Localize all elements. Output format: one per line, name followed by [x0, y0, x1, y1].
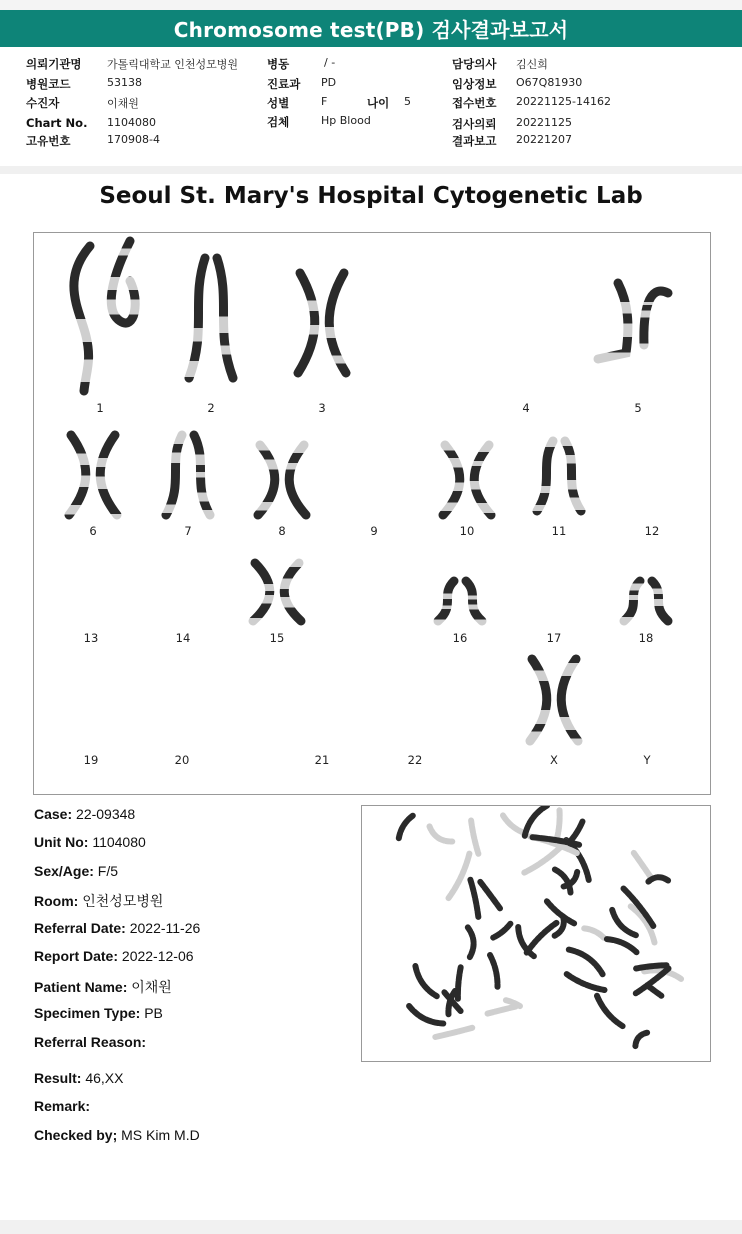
lab-title: Seoul St. Mary's Hospital Cytogenetic Lab: [99, 183, 643, 209]
detail-row: [34, 863, 118, 879]
detail-label: Referral Reason:: [34, 1034, 147, 1050]
info-value: 5: [404, 95, 411, 108]
detail-label: Unit No:: [34, 834, 89, 850]
detail-value: 22-09348: [72, 806, 136, 822]
detail-value: 1104080: [88, 834, 146, 850]
info-value: 53138: [107, 76, 142, 89]
metaphase-chromosome: [468, 927, 474, 957]
chromosome-5-a: [598, 283, 628, 359]
chromosome-label: X: [550, 753, 558, 767]
detail-value: 2022-12-06: [118, 948, 194, 964]
chromosome-label: 12: [644, 524, 660, 538]
chromosome-2-b: [217, 258, 233, 378]
chromosome-15-b: [284, 563, 301, 621]
chromosome-label: 5: [634, 401, 642, 415]
chromosome-11-b: [565, 441, 581, 511]
metaphase-chromosome: [471, 821, 478, 854]
detail-row: [34, 1070, 123, 1086]
metaphase-chromosome: [635, 1033, 647, 1046]
chromosome-7-b: [194, 435, 210, 515]
metaphase-chromosome: [503, 815, 524, 833]
chromosome-label: 16: [452, 631, 468, 645]
chromosome-6-b: [100, 435, 117, 515]
chromosome-label: 13: [83, 631, 99, 645]
info-value: 20221207: [516, 133, 572, 146]
info-value: 가톨릭대학교 인천성모병원: [107, 58, 239, 71]
metaphase-chromosome: [584, 928, 604, 937]
metaphase-chromosome: [435, 1028, 472, 1037]
chromosome-10-b: [474, 445, 491, 515]
info-value: / -: [324, 56, 336, 69]
chromosome-1-a: [74, 246, 90, 391]
info-label: 임상정보: [452, 77, 497, 91]
chromosome-15-a: [253, 563, 270, 621]
karyotype-figure: [34, 233, 710, 794]
metaphase-chromosome: [636, 965, 666, 968]
info-value: 김신희: [516, 58, 548, 71]
chromosome-label: 3: [318, 401, 326, 415]
detail-row: [34, 948, 194, 964]
metaphase-image: [361, 805, 711, 1062]
chromosome-X-a: [530, 659, 547, 741]
metaphase-chromosome: [597, 996, 623, 1026]
detail-row: [34, 834, 146, 850]
chromosome-label: 8: [278, 524, 286, 538]
info-label: 검체: [267, 115, 290, 129]
info-label: 나이: [367, 96, 390, 110]
metaphase-chromosome: [567, 974, 605, 990]
chromosome-label: 22: [407, 753, 423, 767]
metaphase-chromosome: [607, 939, 637, 952]
chromosome-label: 11: [551, 524, 567, 538]
info-label: 의뢰기관명: [26, 57, 82, 71]
metaphase-chromosome: [490, 955, 498, 987]
metaphase-chromosome: [648, 877, 668, 881]
detail-label: Remark:: [34, 1098, 91, 1114]
chromosome-label: 15: [269, 631, 285, 645]
metaphase-chromosome: [415, 966, 436, 996]
chromosome-label: 7: [184, 524, 192, 538]
metaphase-chromosome: [555, 870, 571, 894]
metaphase-chromosome: [493, 924, 510, 938]
chromosome-label: 4: [522, 401, 530, 415]
metaphase-spread: [362, 806, 710, 1061]
chromosome-X-b: [561, 659, 578, 741]
metaphase-chromosome: [480, 882, 500, 909]
info-value: 20221125-14162: [516, 95, 611, 108]
info-label: 병동: [267, 57, 290, 71]
info-label: 진료과: [267, 77, 301, 91]
info-value: 이채원: [107, 97, 139, 110]
detail-label: Case:: [34, 806, 73, 822]
detail-row: [34, 1034, 146, 1050]
metaphase-chromosome: [569, 822, 582, 843]
info-value: 1104080: [107, 116, 156, 129]
metaphase-chromosome: [458, 967, 461, 999]
detail-row: [34, 977, 172, 997]
metaphase-chromosome: [527, 923, 557, 953]
info-label: Chart No.: [26, 116, 88, 130]
info-label: 고유번호: [26, 134, 71, 148]
metaphase-chromosome: [470, 880, 478, 919]
metaphase-chromosome: [612, 910, 636, 935]
chromosome-3-b: [329, 273, 346, 373]
detail-row: [34, 1098, 90, 1114]
metaphase-chromosome: [449, 854, 470, 899]
chromosome-label: 2: [207, 401, 215, 415]
chromosome-label: 1: [96, 401, 104, 415]
chromosome-label: 19: [83, 753, 99, 767]
karyotype-panel: [33, 232, 711, 795]
patient-info-block: [0, 50, 742, 168]
detail-value: MS Kim M.D: [117, 1127, 200, 1143]
detail-label: Patient Name:: [34, 979, 128, 995]
detail-row: [34, 1127, 200, 1143]
chromosome-16-a: [438, 581, 454, 621]
info-label: 병원코드: [26, 77, 71, 91]
metaphase-chromosome: [524, 842, 566, 873]
chromosome-8-b: [289, 445, 306, 515]
report-title: Chromosome test(PB) 검사결과보고서: [173, 18, 569, 42]
detail-label: Checked by;: [34, 1127, 118, 1143]
metaphase-chromosome: [569, 950, 603, 975]
chromosome-18-a: [624, 581, 640, 621]
chromosome-1-b: [111, 241, 135, 323]
section-divider: [0, 166, 742, 174]
detail-row: [34, 806, 135, 822]
chromosome-16-b: [466, 581, 482, 621]
detail-label: Specimen Type:: [34, 1005, 141, 1021]
detail-value: PB: [140, 1005, 163, 1021]
chromosome-11-a: [537, 441, 553, 511]
detail-label: Room:: [34, 893, 79, 909]
info-label: 접수번호: [452, 96, 497, 110]
metaphase-chromosome: [409, 1006, 443, 1024]
detail-row: [34, 920, 200, 936]
chromosome-3-a: [298, 273, 315, 373]
detail-value: 2022-11-26: [125, 920, 201, 936]
chromosome-label: 10: [459, 524, 475, 538]
detail-label: Referral Date:: [34, 920, 126, 936]
detail-row: [34, 1005, 163, 1021]
chromosome-18-b: [652, 581, 668, 621]
chromosome-6-a: [69, 435, 86, 515]
detail-row: [34, 891, 163, 911]
chromosome-label: 14: [175, 631, 191, 645]
info-value: Hp Blood: [321, 114, 371, 127]
metaphase-chromosome: [430, 826, 453, 841]
metaphase-chromosome: [647, 985, 661, 996]
info-label: 성별: [267, 96, 290, 110]
detail-label: Result:: [34, 1070, 82, 1086]
chromosome-label: 21: [314, 753, 330, 767]
chromosome-5-b: [644, 291, 668, 345]
chromosome-10-a: [443, 445, 460, 515]
detail-value: F/5: [93, 863, 119, 879]
metaphase-chromosome: [487, 1007, 516, 1014]
top-strip: [0, 0, 742, 10]
detail-value: 이채원: [127, 979, 172, 995]
chromosome-label: Y: [643, 753, 651, 767]
info-value: PD: [321, 76, 337, 89]
metaphase-chromosome: [634, 853, 651, 878]
metaphase-chromosome: [399, 816, 413, 839]
chromosome-label: 6: [89, 524, 97, 538]
chromosome-8-a: [258, 445, 275, 515]
detail-value: 46,XX: [81, 1070, 124, 1086]
metaphase-chromosome: [525, 806, 548, 837]
info-label: 결과보고: [452, 134, 497, 148]
chromosome-label: 18: [638, 631, 654, 645]
chromosome-label: 17: [546, 631, 562, 645]
info-value: F: [321, 95, 328, 108]
info-value: 170908-4: [107, 133, 160, 146]
info-label: 검사의뢰: [452, 117, 497, 131]
chromosome-label: 9: [370, 524, 378, 538]
metaphase-chromosome: [557, 810, 560, 838]
bottom-strip: [0, 1220, 742, 1234]
detail-label: Report Date:: [34, 948, 119, 964]
detail-label: Sex/Age:: [34, 863, 94, 879]
chromosome-2-a: [189, 258, 205, 378]
info-value: 20221125: [516, 116, 572, 129]
detail-value: 인천성모병원: [78, 893, 164, 909]
report-banner: [0, 10, 742, 47]
info-label: 수진자: [26, 96, 60, 110]
info-label: 담당의사: [452, 57, 497, 71]
chromosome-7-a: [166, 435, 182, 515]
chromosome-label: 20: [174, 753, 190, 767]
info-value: O67Q81930: [516, 76, 583, 89]
